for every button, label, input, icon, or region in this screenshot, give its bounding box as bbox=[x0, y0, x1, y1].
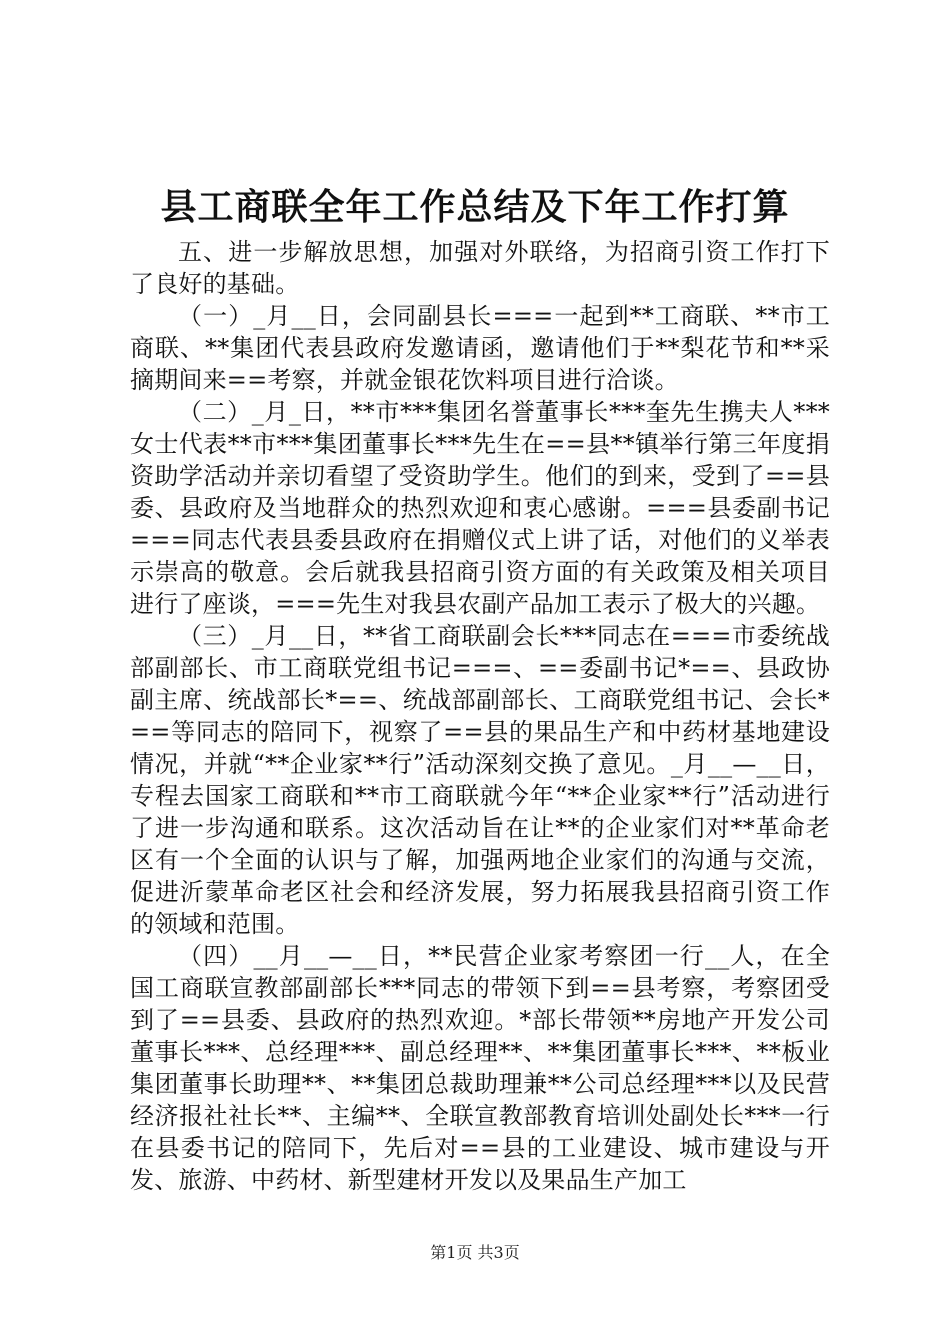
paragraph-item-one: （一）_月__日，会同副县长===一起到**工商联、**市工商联、**集团代表县政府发邀请函，邀请他们于**梨花节和**采摘期间来==考察，并就金银花饮料项目进行洽谈。 bbox=[130, 302, 830, 394]
paragraph-item-two: （二）_月_日，**市***集团名誉董事长***奎先生携夫人***女士代表**市***集团董事长***先生在==县**镇举行第三年度捐资助学活动并亲切看望了受资助学生。他们的到来，受到了==县委、县政府及当地群众的热烈欢迎和衷心感谢。===县委副书记===同志代表县委县政府在捐赠仪式上讲了话，对他们的义举表示崇高的敬意。会后就我县招商引资方面的有关政策及相关项目进行了座谈，===先生对我县农副产品加工表示了极大的兴趣。 bbox=[130, 398, 830, 618]
paragraph-section-five: 五、进一步解放思想，加强对外联络，为招商引资工作打下了良好的基础。 bbox=[130, 238, 830, 298]
page-footer: 第1页 共3页 bbox=[430, 1243, 520, 1262]
document-body bbox=[130, 236, 830, 1196]
document-title: 县工商联全年工作总结及下年工作打算 bbox=[160, 186, 790, 228]
paragraph-item-three: （三）_月__日，**省工商联副会长***同志在===市委统战部副部长、市工商联党组书记===、==委副书记*==、县政协副主席、统战部长*==、统战部副部长、工商联党组书记、会长*==等同志的陪同下，视察了==县的果品生产和中药材基地建设情况，并就“**企业家**行”活动深刻交换了意见。_月__—__日，专程去国家工商联和**市工商联就今年“**企业家**行”活动进行了进一步沟通和联系。这次活动旨在让**的企业家们对**革命老区有一个全面的认识与了解，加强两地企业家们的沟通与交流，促进沂蒙革命老区社会和经济发展，努力拓展我县招商引资工作的领域和范围。 bbox=[130, 622, 830, 938]
paragraph-item-four: （四）__月__—__日，**民营企业家考察团一行__人，在全国工商联宣教部副部长***同志的带领下到==县考察，考察团受到了==县委、县政府的热烈欢迎。*部长带领**房地产开发公司董事长***、总经理***、副总经理**、**集团董事长***、**板业集团董事长助理**、**集团总裁助理兼**公司总经理***以及民营经济报社社长**、主编**、全联宣教部教育培训处副处长***一行在县委书记的陪同下，先后对==县的工业建设、城市建设与开发、旅游、中药材、新型建材开发以及果品生产加工 bbox=[130, 942, 830, 1194]
